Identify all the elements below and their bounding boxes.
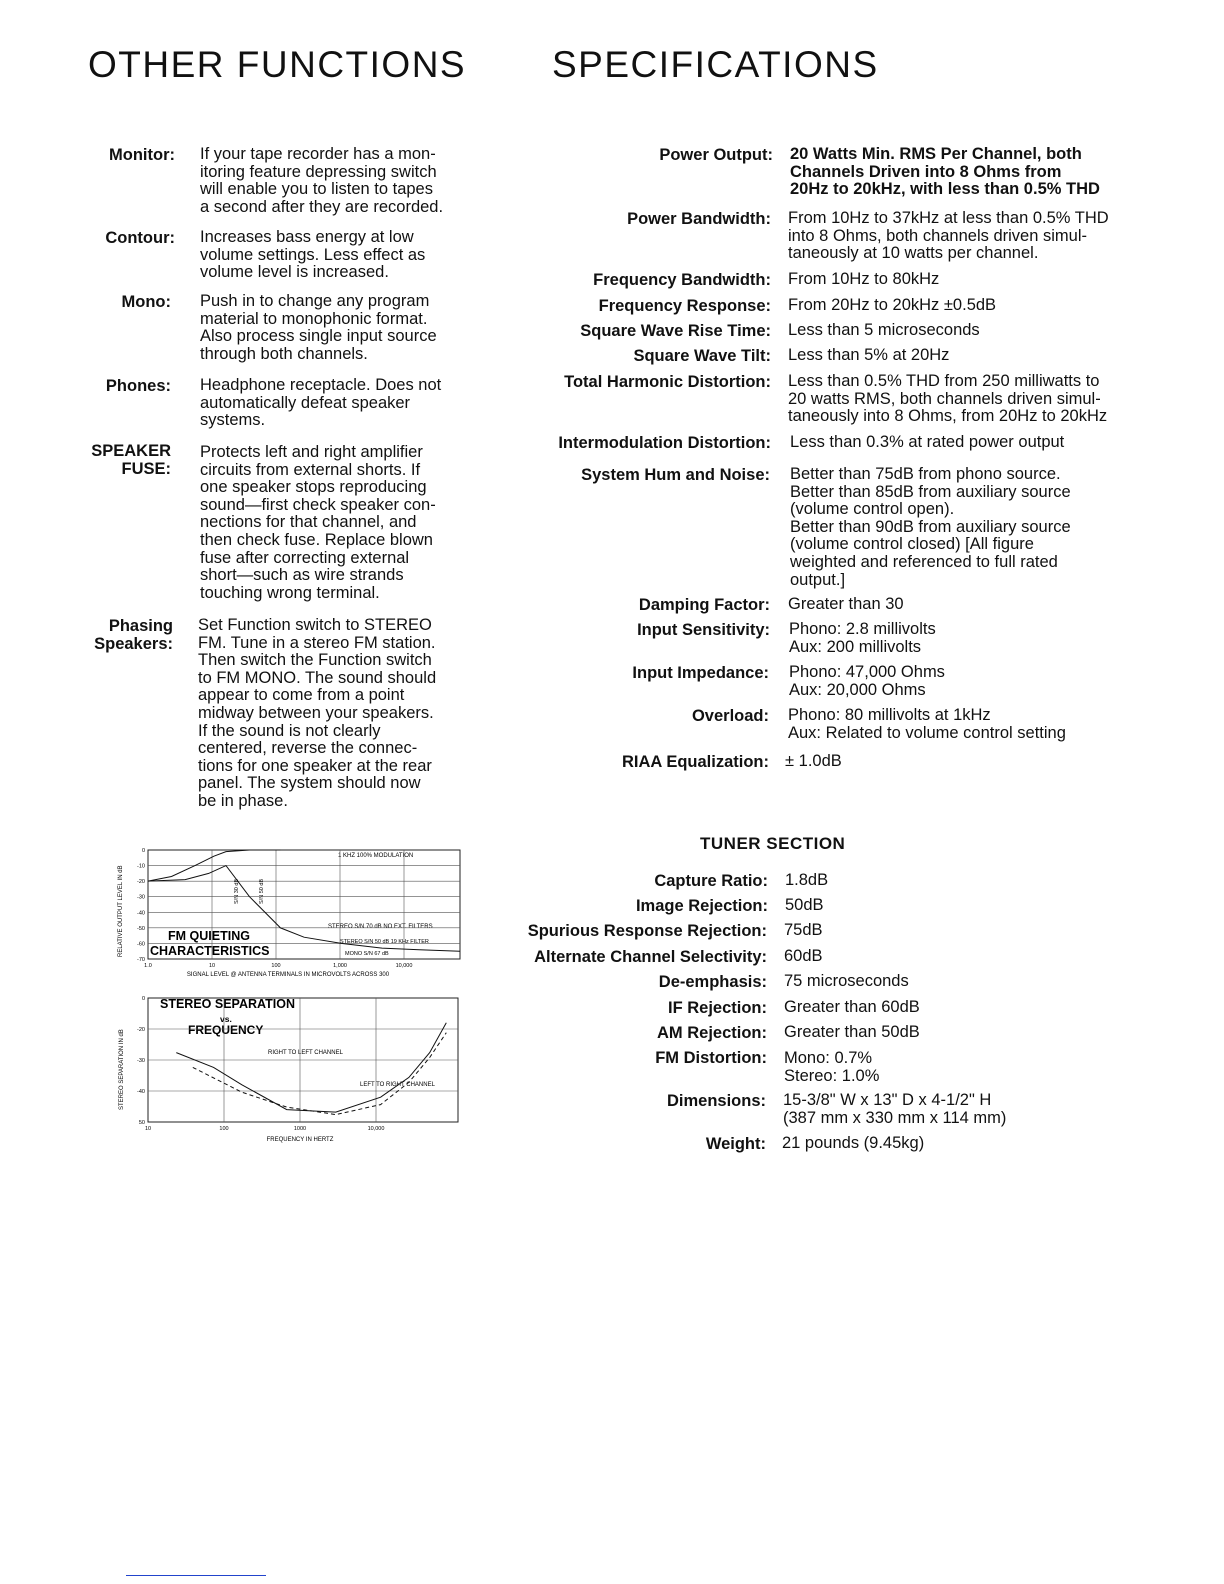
tuner-label: Dimensions: [666,1092,766,1110]
function-label: Monitor: [109,146,175,164]
x-tick-label: 10 [144,1126,152,1132]
spec-label: Frequency Response: [598,297,771,315]
function-label: Phones: [105,377,171,395]
series-line [193,1033,446,1115]
tuner-value: 75 microseconds [784,972,909,990]
y-tick-label: -60 [137,941,145,948]
function-text: Headphone receptacle. Does not automatically defeat speaker systems. [200,376,442,430]
spec-label: Total Harmonic Distortion: [564,373,771,391]
function-text: Protects left and right amplifier circuits from external shorts. If one speaker stops reproducing sound—first check speaker con- nections for that channel, and then check fuse. Replace blown fuse after correcting external short—such as wire strands touching wrong terminal. [200,443,436,602]
y-tick-label: -40 [137,1089,145,1095]
chart-annotation: MONO S/N 67 dB [345,951,389,957]
spec-value: Less than 0.5% THD from 250 milliwatts to 20 watts RMS, both channels driven simul- taneously into 8 Ohms, from 20Hz to 20kHz [788,372,1108,426]
function-label: SPEAKER FUSE: [91,442,171,478]
fm-quieting-chart [110,842,470,982]
y-tick-label: -20 [137,1027,145,1033]
series-label: LEFT TO RIGHT CHANNEL [360,1082,435,1088]
tuner-label: De-emphasis: [658,973,767,991]
chart-title: vs. [220,1014,232,1024]
spec-value: ± 1.0dB [785,752,842,770]
tuner-label: IF Rejection: [667,999,767,1017]
spec-label: Overload: [691,707,769,725]
spec-value: From 10Hz to 37kHz at less than 0.5% THD into 8 Ohms, both channels driven simul- taneously at 10 watts per channel. [788,209,1109,263]
x-tick-label: 10,000 [367,1126,385,1132]
spec-label: Power Bandwidth: [627,210,771,228]
y-tick-label: -30 [137,1058,145,1064]
spec-label: Input Impedance: [632,664,769,682]
spec-label: Square Wave Rise Time: [580,322,771,340]
spec-value: 20 Watts Min. RMS Per Channel, both Channels Driven into 8 Ohms from 20Hz to 20kHz, with less than 0.5% THD [790,145,1100,199]
chart-ylabel: RELATIVE OUTPUT LEVEL IN dB [118,865,124,957]
spec-label: Intermodulation Distortion: [558,434,771,452]
chart-annotation: S/N 50 dB [259,878,265,904]
x-tick-label: 10,000 [395,963,413,969]
x-tick-label: 100 [271,963,281,969]
y-tick-label: 50 [138,1120,145,1126]
spec-label: Power Output: [659,146,773,164]
tuner-label: Alternate Channel Selectivity: [534,948,767,966]
chart-title: STEREO SEPARATION [160,997,295,1011]
tuner-value: 60dB [784,947,823,965]
y-tick-label: -70 [137,957,145,963]
stereo-separation-chart [110,990,470,1146]
spec-value: From 10Hz to 80kHz [788,270,940,288]
spec-value: Phono: 80 millivolts at 1kHz Aux: Related to volume control setting [788,706,1066,742]
tuner-value: 1.8dB [785,871,829,889]
tuner-label: FM Distortion: [655,1049,767,1067]
chart-annotation: 1 KHZ 100% MODULATION [338,853,414,859]
y-tick-label: -40 [137,910,145,917]
spec-value: Better than 75dB from phono source. Better than 85dB from auxiliary source (volume control open). Better than 90dB from auxiliary source (volume control closed) [All figure weighted and referenced to full rated output.] [790,465,1071,589]
spec-label: System Hum and Noise: [581,466,770,484]
spec-label: Frequency Bandwidth: [593,271,771,289]
spec-label: Square Wave Tilt: [633,347,771,365]
chart-title: CHARACTERISTICS [150,944,270,958]
x-tick-label: 10 [208,963,216,969]
y-tick-label: -10 [137,863,145,870]
y-tick-label: -20 [137,879,145,886]
function-text: If your tape recorder has a mon- itoring feature depressing switch will enable you to listen to tapes a second after they are recorded. [200,145,444,216]
spec-value: Less than 5 microseconds [788,321,980,339]
other-functions-title: OTHER FUNCTIONS [88,44,467,85]
function-text: Set Function switch to STEREO FM. Tune in a stereo FM station. Then switch the Function switch to FM MONO. The sound should appear to come from a point midway between your speakers. If the sound is not clearly centered, reverse the connec- tions for one speaker at the rear panel. The system should now be in phase. [198,616,437,810]
spec-label: RIAA Equalization: [622,753,769,771]
function-text: Push in to change any program material to monophonic format. Also process single input source through both channels. [200,292,437,363]
spec-value: Phono: 47,000 Ohms Aux: 20,000 Ohms [789,663,945,699]
spec-value: Less than 5% at 20Hz [788,346,950,364]
tuner-label: Image Rejection: [635,897,768,915]
chart-xlabel: FREQUENCY IN HERTZ [266,1137,334,1143]
x-tick-label: 1.0 [144,963,152,969]
chart-annotation: STEREO S/N 50 dB 19 KHz FILTER [340,939,429,945]
chart-title: FM QUIETING [168,929,250,943]
y-tick-label: 0 [141,996,145,1002]
tuner-label: AM Rejection: [656,1024,767,1042]
specifications-title: SPECIFICATIONS [552,44,879,85]
scan-line [126,1575,266,1576]
tuner-value: 75dB [784,921,823,939]
function-label: Phasing Speakers: [94,617,173,653]
spec-value: Greater than 30 [788,595,904,613]
spec-label: Damping Factor: [638,596,770,614]
chart-xlabel: SIGNAL LEVEL @ ANTENNA TERMINALS IN MICROVOLTS ACROSS 300 [186,972,390,978]
chart-ylabel: STEREO SEPARATION IN dB [119,1029,125,1110]
y-tick-label: -30 [137,894,145,901]
spec-value: Less than 0.3% at rated power output [790,433,1065,451]
x-tick-label: 100 [219,1126,229,1132]
tuner-label: Spurious Response Rejection: [527,922,767,940]
tuner-value: Mono: 0.7% Stereo: 1.0% [784,1049,880,1085]
spec-value: From 20Hz to 20kHz ±0.5dB [788,296,997,314]
function-label: Contour: [105,229,175,247]
spec-label: Input Sensitivity: [637,621,770,639]
y-tick-label: -50 [137,925,145,932]
x-tick-label: 1000 [293,1126,307,1132]
function-text: Increases bass energy at low volume settings. Less effect as volume level is increased. [200,228,426,282]
y-tick-label: 0 [141,848,145,854]
tuner-label: Weight: [705,1135,766,1153]
chart-annotation: S/N 30 dB [234,878,240,904]
tuner-value: 15-3/8" W x 13" D x 4-1/2" H (387 mm x 330 mm x 114 mm) [783,1091,1007,1127]
function-label: Mono: [121,293,171,311]
tuner-value: Greater than 60dB [784,998,920,1016]
chart-annotation: STEREO S/N 70 dB NO EXT. FILTERS [328,924,433,930]
tuner-label: Capture Ratio: [654,872,768,890]
tuner-section-title: TUNER SECTION [700,834,846,853]
series-label: RIGHT TO LEFT CHANNEL [268,1050,343,1056]
tuner-value: 21 pounds (9.45kg) [782,1134,925,1152]
x-tick-label: 1,000 [333,963,347,969]
tuner-value: Greater than 50dB [784,1023,920,1041]
tuner-value: 50dB [785,896,824,914]
chart-title: FREQUENCY [188,1023,264,1037]
spec-value: Phono: 2.8 millivolts Aux: 200 millivolts [789,620,936,656]
